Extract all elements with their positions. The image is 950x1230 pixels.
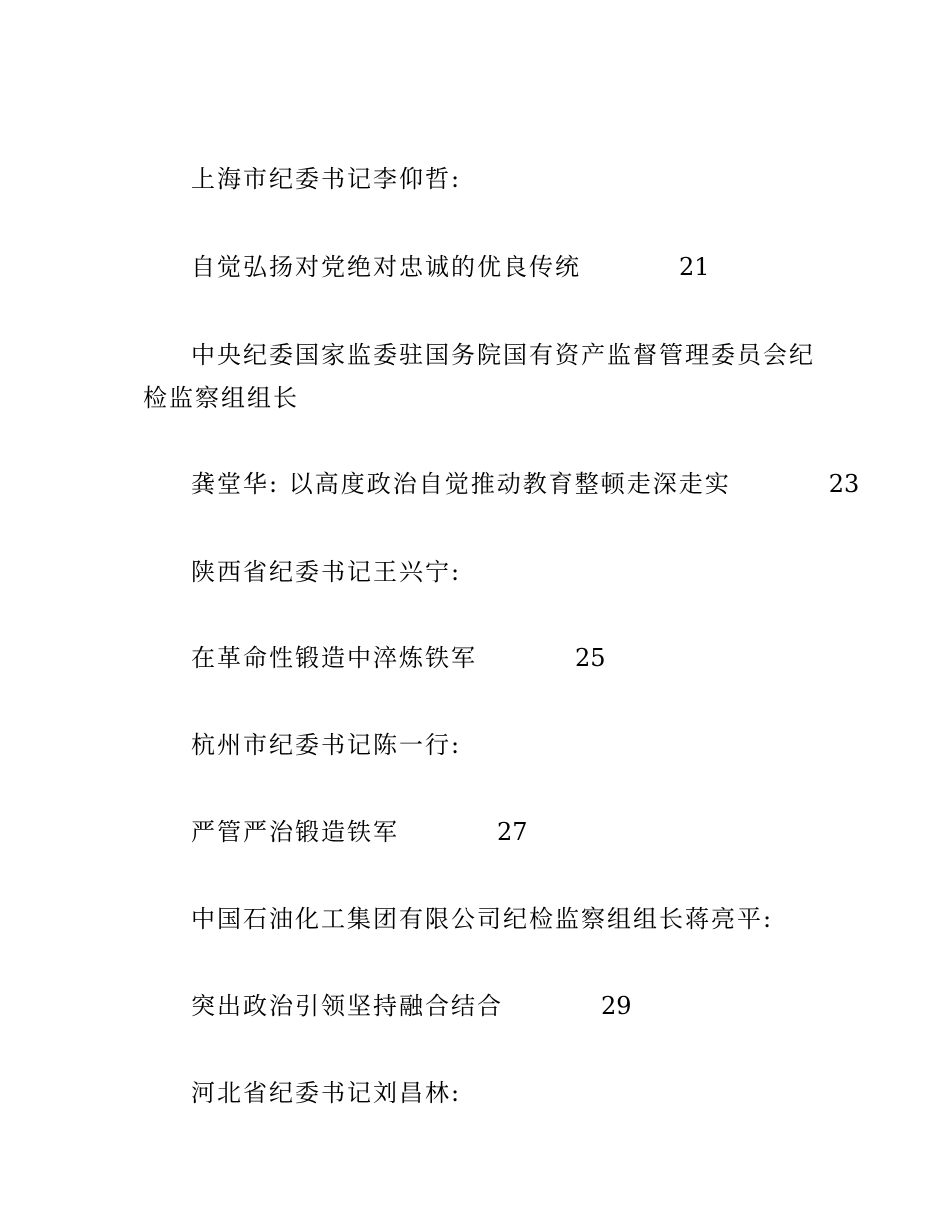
toc-entry-text: 杭州市纪委书记陈一行: bbox=[191, 731, 462, 759]
toc-entry-title bbox=[143, 811, 843, 854]
toc-entry-title bbox=[143, 637, 843, 680]
toc-entry-title bbox=[143, 463, 860, 506]
toc-entry-text: 在革命性锻造中淬炼铁军 bbox=[191, 644, 477, 672]
toc-page-number: 23 bbox=[828, 470, 860, 498]
toc-page-number: 21 bbox=[679, 253, 710, 281]
toc-entry-author bbox=[143, 551, 843, 594]
toc-entry-title bbox=[143, 985, 843, 1028]
toc-entry-author bbox=[143, 898, 843, 941]
toc-entry-text: 中央纪委国家监委驻国务院国有资产监督管理委员会纪检监察组组长 bbox=[143, 341, 815, 412]
toc-entry-text: 自觉弘扬对党绝对忠诚的优良传统 bbox=[191, 253, 581, 281]
toc-entry-text: 上海市纪委书记李仰哲: bbox=[191, 165, 462, 193]
toc-entry-text: 陕西省纪委书记王兴宁: bbox=[191, 558, 462, 586]
toc-page-number: 27 bbox=[497, 818, 528, 846]
toc-entry-text: 龚堂华: 以高度政治自觉推动教育整顿走深走实 bbox=[191, 470, 731, 498]
toc-entry-author bbox=[143, 158, 843, 201]
toc-entry-text: 突出政治引领坚持融合结合 bbox=[191, 992, 503, 1020]
toc-entry-text: 河北省纪委书记刘昌林: bbox=[191, 1079, 462, 1107]
toc-entry-title bbox=[143, 246, 843, 289]
toc-entry-author bbox=[143, 724, 843, 767]
toc-entry-text: 中国石油化工集团有限公司纪检监察组组长蒋亮平: bbox=[191, 905, 774, 933]
toc-entry-author bbox=[143, 1072, 843, 1115]
toc-entry-text: 严管严治锻造铁军 bbox=[191, 818, 399, 846]
toc-page-number: 29 bbox=[601, 992, 632, 1020]
toc-page-number: 25 bbox=[575, 644, 606, 672]
toc-entry-author bbox=[143, 334, 823, 420]
